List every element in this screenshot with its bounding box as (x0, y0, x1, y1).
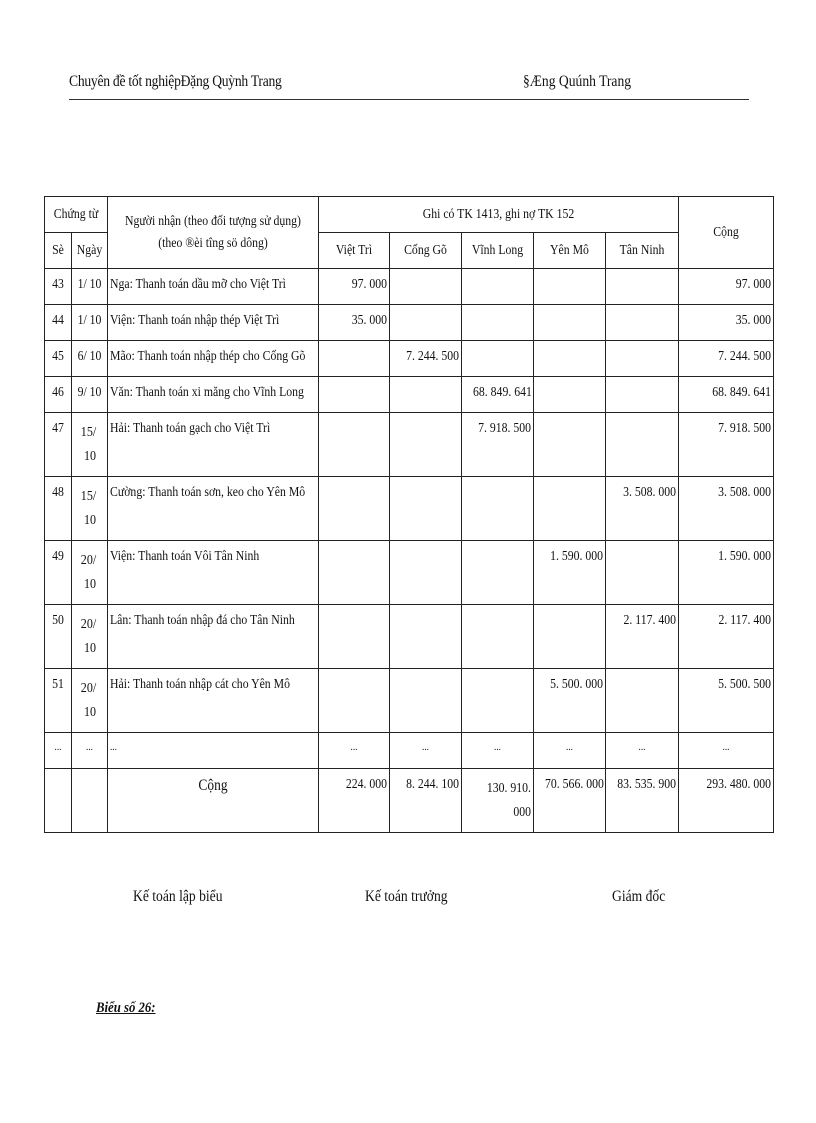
cell-ellipsis: ... (606, 733, 679, 769)
table-row-total (45, 769, 774, 833)
total-amount: 8. 244. 100 (390, 769, 462, 833)
cell-cong: 7. 244. 500 (679, 341, 774, 377)
cell-amount (390, 269, 462, 305)
cell-amount (319, 413, 390, 477)
cell-amount (319, 605, 390, 669)
cell-so: 49 (45, 541, 72, 605)
cell-so: 44 (45, 305, 72, 341)
cell-ngay: 9/ 10 (72, 377, 108, 413)
total-label: Cộng (108, 769, 319, 833)
cell-ellipsis: ... (45, 733, 72, 769)
cell-cong: 3. 508. 000 (679, 477, 774, 541)
cell-amount (606, 413, 679, 477)
header-col-4: Tân Ninh (606, 233, 679, 269)
signature-giamdoc: Giám đốc (612, 888, 666, 905)
ledger-table (44, 196, 774, 833)
cell-ellipsis: ... (390, 733, 462, 769)
cell-so: 48 (45, 477, 72, 541)
cell-amount (319, 341, 390, 377)
cell-nguoi-nhan: Lân: Thanh toán nhập đá cho Tân Ninh (108, 605, 319, 669)
table-row (45, 341, 774, 377)
cell-ngay: 20/ 10 (72, 605, 108, 669)
signature-ketoan: Kế toán lập biểu (133, 888, 223, 905)
cell-amount (390, 413, 462, 477)
header-nguoinhan-line2: (theo ®èi tîng sö dông) (158, 235, 268, 251)
cell-ngay: 20/ 10 (72, 669, 108, 733)
cell-ngay: 6/ 10 (72, 341, 108, 377)
cell-amount (534, 305, 606, 341)
header-rule (69, 99, 749, 100)
cell-so: 47 (45, 413, 72, 477)
cell-amount: 68. 849. 641 (462, 377, 534, 413)
total-amount: 83. 535. 900 (606, 769, 679, 833)
cell-amount (534, 605, 606, 669)
cell-amount (390, 305, 462, 341)
cell-empty (72, 769, 108, 833)
table-row-ellipsis (45, 733, 774, 769)
note-bieuso: Biểu số 26: (96, 1000, 156, 1016)
cell-amount (606, 669, 679, 733)
cell-amount (606, 269, 679, 305)
table-row (45, 413, 774, 477)
cell-ngay: 1/ 10 (72, 269, 108, 305)
header-ngay: Ngày (72, 233, 108, 269)
header-col-2: Vĩnh Long (462, 233, 534, 269)
cell-amount (462, 541, 534, 605)
cell-ellipsis: ... (72, 733, 108, 769)
header-col-1: Cống Gõ (390, 233, 462, 269)
cell-cong: 35. 000 (679, 305, 774, 341)
cell-so: 43 (45, 269, 72, 305)
cell-nguoi-nhan: Nga: Thanh toán dầu mỡ cho Việt Trì (108, 269, 319, 305)
cell-amount: 1. 590. 000 (534, 541, 606, 605)
table-row (45, 541, 774, 605)
cell-amount (390, 377, 462, 413)
cell-ngay: 20/ 10 (72, 541, 108, 605)
header-cong: Cộng (679, 197, 774, 269)
cell-cong: 5. 500. 500 (679, 669, 774, 733)
cell-amount: 5. 500. 000 (534, 669, 606, 733)
cell-cong: 68. 849. 641 (679, 377, 774, 413)
cell-amount (534, 477, 606, 541)
table-row (45, 605, 774, 669)
cell-amount (390, 477, 462, 541)
cell-amount: 97. 000 (319, 269, 390, 305)
cell-amount (319, 669, 390, 733)
table-row (45, 477, 774, 541)
header-chungtu: Chứng từ (45, 197, 108, 233)
cell-cong: 97. 000 (679, 269, 774, 305)
cell-amount (462, 669, 534, 733)
total-amount: 224. 000 (319, 769, 390, 833)
cell-so: 46 (45, 377, 72, 413)
header-left-title: Chuyên đề tốt nghiệpĐặng Quỳnh Trang (69, 73, 282, 90)
cell-so: 50 (45, 605, 72, 669)
cell-amount (606, 541, 679, 605)
cell-ellipsis: ... (319, 733, 390, 769)
cell-amount (462, 477, 534, 541)
cell-amount (319, 377, 390, 413)
header-so: Sè (45, 233, 72, 269)
cell-nguoi-nhan: Mão: Thanh toán nhập thép cho Cống Gõ (108, 341, 319, 377)
cell-amount (606, 341, 679, 377)
header-nguoinhan-line1: Người nhận (theo đối tượng sử dụng) (125, 213, 301, 229)
total-amount: 70. 566. 000 (534, 769, 606, 833)
table-row (45, 269, 774, 305)
cell-amount (606, 305, 679, 341)
cell-cong: 1. 590. 000 (679, 541, 774, 605)
cell-amount: 3. 508. 000 (606, 477, 679, 541)
cell-ellipsis: ... (462, 733, 534, 769)
cell-amount (462, 269, 534, 305)
header-right-title: §Æng Quúnh Trang (523, 73, 632, 90)
cell-amount (534, 269, 606, 305)
cell-nguoi-nhan: Cường: Thanh toán sơn, keo cho Yên Mô (108, 477, 319, 541)
cell-amount (534, 413, 606, 477)
cell-cong: 2. 117. 400 (679, 605, 774, 669)
cell-so: 45 (45, 341, 72, 377)
signature-ketoan-truong: Kế toán trưởng (365, 888, 448, 905)
cell-ellipsis: ... (679, 733, 774, 769)
cell-nguoi-nhan: Hải: Thanh toán nhập cát cho Yên Mô (108, 669, 319, 733)
cell-amount (319, 477, 390, 541)
cell-ngay: 15/ 10 (72, 413, 108, 477)
cell-ellipsis: ... (534, 733, 606, 769)
cell-ngay: 1/ 10 (72, 305, 108, 341)
cell-nguoi-nhan: Văn: Thanh toán xi măng cho Vĩnh Long (108, 377, 319, 413)
header-col-0: Việt Trì (319, 233, 390, 269)
total-amount: 130. 910. 000 (462, 769, 534, 833)
cell-cong: 7. 918. 500 (679, 413, 774, 477)
cell-amount (462, 605, 534, 669)
table-row (45, 377, 774, 413)
cell-so: 51 (45, 669, 72, 733)
cell-amount (606, 377, 679, 413)
cell-amount (534, 341, 606, 377)
cell-amount (390, 541, 462, 605)
header-row-1 (45, 197, 774, 233)
cell-ngay: 15/ 10 (72, 477, 108, 541)
cell-amount: 35. 000 (319, 305, 390, 341)
cell-amount: 7. 244. 500 (390, 341, 462, 377)
cell-empty (45, 769, 72, 833)
cell-amount (462, 305, 534, 341)
header-col-3: Yên Mô (534, 233, 606, 269)
header-nguoinhan (108, 197, 319, 269)
cell-amount (462, 341, 534, 377)
total-cong: 293. 480. 000 (679, 769, 774, 833)
table-row (45, 305, 774, 341)
cell-amount (390, 605, 462, 669)
cell-amount: 2. 117. 400 (606, 605, 679, 669)
cell-nguoi-nhan: Hải: Thanh toán gạch cho Việt Trì (108, 413, 319, 477)
cell-amount (319, 541, 390, 605)
cell-amount: 7. 918. 500 (462, 413, 534, 477)
cell-amount (390, 669, 462, 733)
cell-ellipsis: ... (108, 733, 319, 769)
cell-nguoi-nhan: Viện: Thanh toán nhập thép Việt Trì (108, 305, 319, 341)
cell-amount (534, 377, 606, 413)
header-ghico: Ghi có TK 1413, ghi nợ TK 152 (319, 197, 679, 233)
table-row (45, 669, 774, 733)
cell-nguoi-nhan: Viện: Thanh toán Vôi Tân Ninh (108, 541, 319, 605)
